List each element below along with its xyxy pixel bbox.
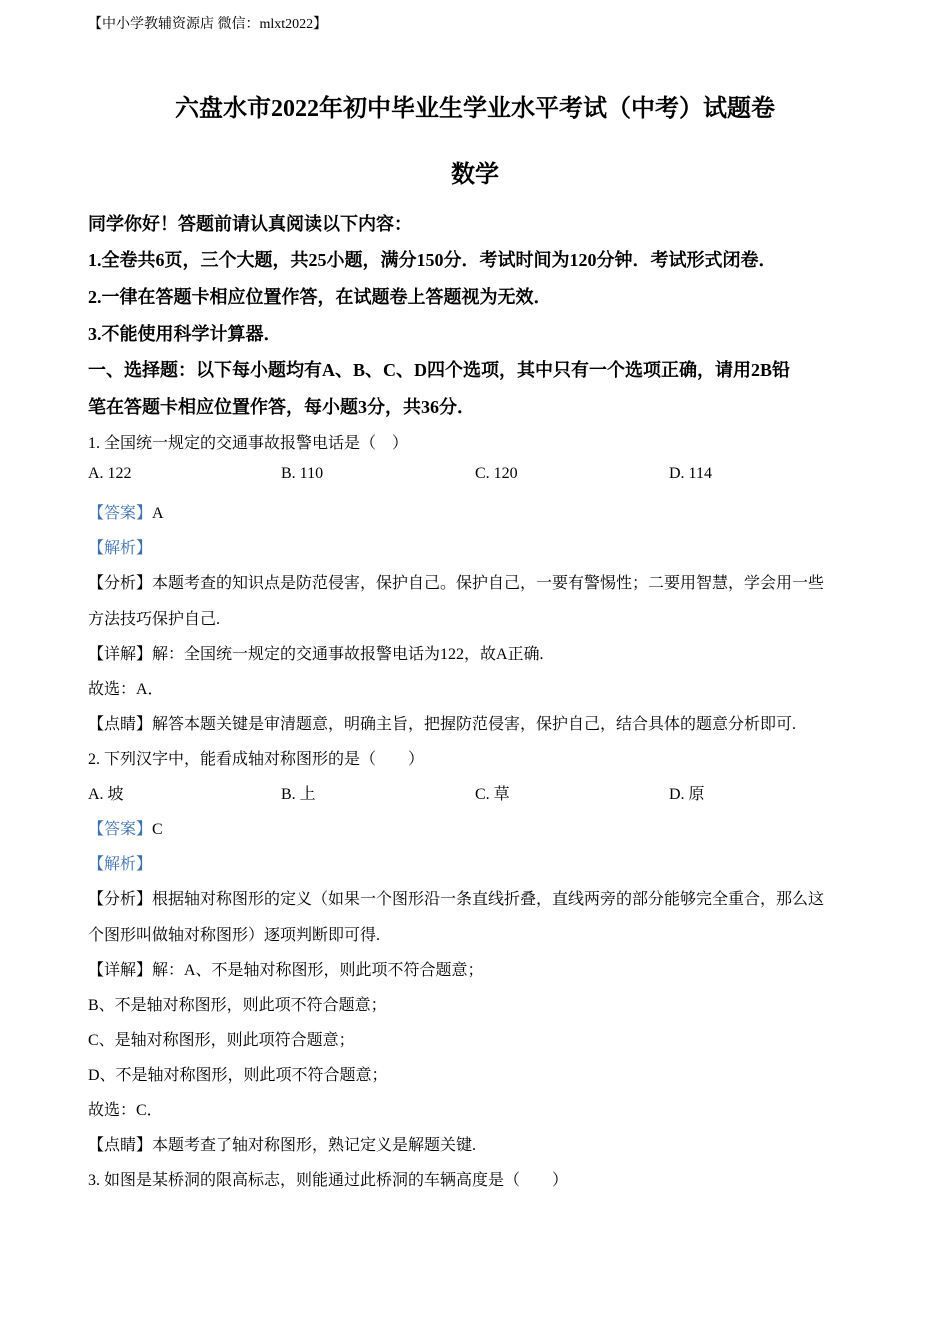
q2-detail-a: 【详解】解：A、不是轴对称图形，则此项不符合题意； xyxy=(88,962,484,979)
q1-option-a: A. 122 xyxy=(88,465,132,482)
q2-option-c: C. 草 xyxy=(475,786,510,803)
q1-detail: 【详解】解：全国统一规定的交通事故报警电话为122，故A正确. xyxy=(88,646,544,663)
instruction-1: 1.全卷共6页，三个大题，共25小题，满分150分．考试时间为120分钟．考试形式闭卷． xyxy=(88,250,777,270)
header-note: 【中小学教辅资源店 微信：mlxt2022】 xyxy=(88,17,328,32)
q1-option-d: D. 114 xyxy=(669,465,712,482)
q1-analysis-tag: 【解析】 xyxy=(88,540,153,557)
q2-analysis-line-2: 个图形叫做轴对称图形）逐项判断即可得. xyxy=(88,927,381,944)
q2-detail-c: C、是轴对称图形，则此项符合题意； xyxy=(88,1032,355,1049)
subject-title: 数学 xyxy=(451,162,499,188)
q1-analysis-line-2: 方法技巧保护自己. xyxy=(88,611,221,628)
section-heading: 一、选择题：以下每小题均有A、B、C、D四个选项，其中只有一个选项正确，请用2B铅 xyxy=(88,360,791,380)
q2-answer-value: C xyxy=(152,821,163,838)
q1-answer xyxy=(88,500,164,523)
q2-answer xyxy=(88,816,163,839)
q2-option-a: A. 坡 xyxy=(88,786,124,803)
q3-stem: 3. 如图是某桥洞的限高标志，则能通过此桥洞的车辆高度是（ ） xyxy=(88,1172,569,1189)
q1-answer-tag: 【答案】 xyxy=(88,505,153,522)
q1-option-c: C. 120 xyxy=(475,465,518,482)
page-title: 六盘水市2022年初中毕业生学业水平考试（中考）试题卷 xyxy=(175,96,775,122)
q1-analysis-line-1: 【分析】本题考查的知识点是防范侵害，保护自己。保护自己，一要有警惕性；二要用智慧，学会用一些 xyxy=(88,575,825,592)
instruction-2: 2.一律在答题卡相应位置作答，在试题卷上答题视为无效． xyxy=(88,287,552,307)
q1-comment: 【点睛】解答本题关键是审清题意，明确主旨，把握防范侵害，保护自己，结合具体的题意分析即可. xyxy=(88,716,797,733)
q2-choice: 故选：C． xyxy=(88,1102,163,1119)
instruction-3: 3.不能使用科学计算器． xyxy=(88,324,282,344)
q2-option-b: B. 上 xyxy=(281,786,316,803)
q2-stem: 2. 下列汉字中，能看成轴对称图形的是（ ） xyxy=(88,751,425,768)
q2-answer-tag: 【答案】 xyxy=(88,821,153,838)
q2-analysis-tag: 【解析】 xyxy=(88,856,153,873)
q1-answer-value: A xyxy=(152,505,164,522)
q2-option-d: D. 原 xyxy=(669,786,705,803)
q2-comment: 【点睛】本题考查了轴对称图形，熟记定义是解题关键. xyxy=(88,1137,477,1154)
q1-stem: 1. 全国统一规定的交通事故报警电话是（ ） xyxy=(88,435,409,452)
q1-choice: 故选：A． xyxy=(88,681,164,698)
q1-option-b: B. 110 xyxy=(281,465,324,482)
q2-detail-b: B、不是轴对称图形，则此项不符合题意； xyxy=(88,997,387,1014)
section-heading-cont: 笔在答题卡相应位置作答，每小题3分，共36分． xyxy=(88,397,475,417)
instruction-greeting: 同学你好！答题前请认真阅读以下内容： xyxy=(88,214,412,234)
q2-detail-d: D、不是轴对称图形，则此项不符合题意； xyxy=(88,1067,388,1084)
q2-analysis-line-1: 【分析】根据轴对称图形的定义（如果一个图形沿一条直线折叠，直线两旁的部分能够完全重合，那么这 xyxy=(88,891,825,908)
